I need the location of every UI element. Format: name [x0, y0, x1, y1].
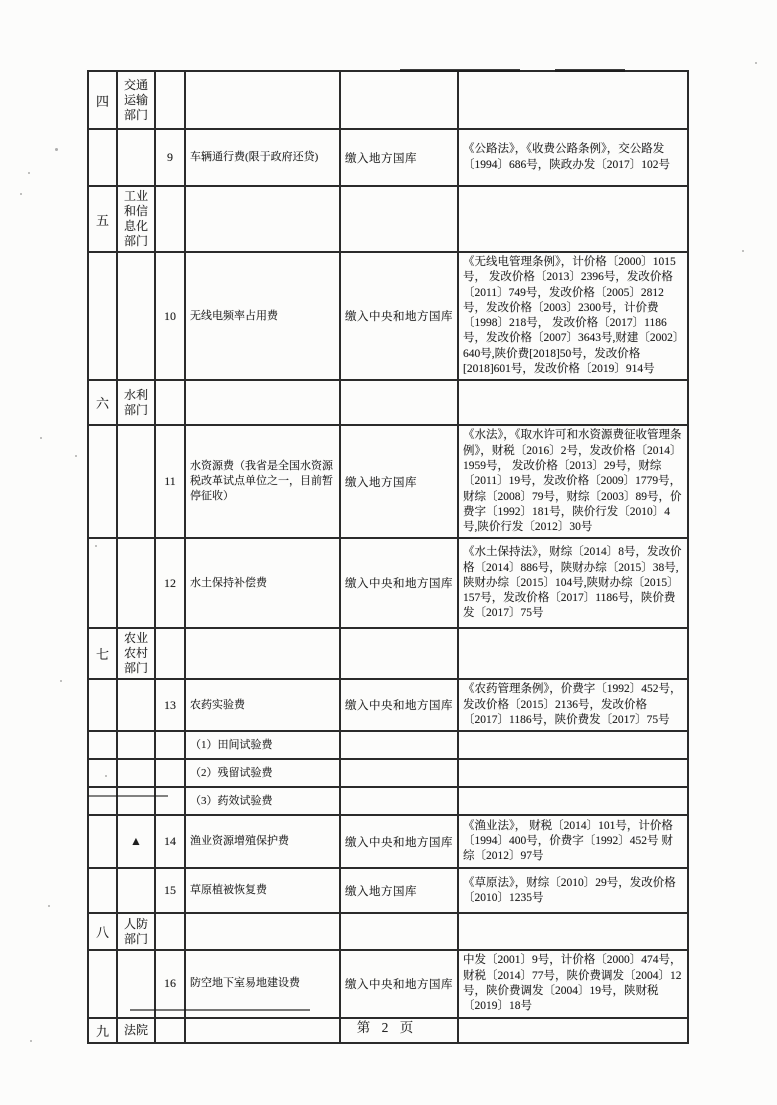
treasury-cell	[340, 628, 458, 679]
legal-basis-cell	[458, 759, 688, 787]
department-cell	[117, 425, 155, 538]
item-no-cell	[155, 913, 185, 950]
treasury-cell	[340, 913, 458, 950]
department-cell: 工业和信息化部门	[117, 186, 155, 252]
legal-basis-cell	[458, 628, 688, 679]
legal-basis-cell: 《渔业法》， 财税〔2014〕101号，计价格〔1994〕400号，价费字〔1992〕452号 财综〔2012〕97号	[458, 815, 688, 868]
item-no-cell	[155, 71, 185, 129]
section-cell: 七	[88, 628, 117, 679]
item-no-cell: 9	[155, 129, 185, 186]
item-no-cell: 15	[155, 868, 185, 913]
table-row	[88, 380, 688, 425]
table-row	[88, 538, 688, 628]
department-cell	[117, 731, 155, 759]
department-cell: 交通运输部门	[117, 71, 155, 129]
section-cell: 四	[88, 71, 117, 129]
table-row	[88, 186, 688, 252]
treasury-cell	[340, 759, 458, 787]
scan-artifact	[555, 69, 625, 72]
section-cell: 九	[88, 1018, 117, 1043]
scan-artifact	[88, 795, 168, 797]
item-no-cell: 14	[155, 815, 185, 868]
fee-table	[87, 70, 689, 1044]
table-row	[88, 71, 688, 129]
scan-speck	[95, 545, 97, 547]
section-cell	[88, 759, 117, 787]
fee-name-cell: 防空地下室易地建设费	[185, 950, 340, 1017]
item-no-cell: 12	[155, 538, 185, 628]
section-cell	[88, 950, 117, 1017]
legal-basis-cell: 《水土保持法》，财综〔2014〕8号，发改价格〔2014〕886号，陕财办综〔2015〕38号,陕财办综〔2015〕104号,陕财办综〔2015〕157号，发改价格〔2017〕1186号，陕价费发〔2017〕75号	[458, 538, 688, 628]
scan-artifact	[130, 1009, 310, 1011]
scan-speck	[755, 62, 757, 64]
table-row	[88, 425, 688, 538]
table-row	[88, 731, 688, 759]
fee-name-cell	[185, 71, 340, 129]
treasury-cell: 缴入中央和地方国库	[340, 950, 458, 1017]
department-cell	[117, 950, 155, 1017]
section-cell	[88, 129, 117, 186]
table-row	[88, 950, 688, 1017]
scan-speck	[105, 775, 107, 777]
legal-basis-cell: 《水法》，《取水许可和水资源费征收管理条例》，财税〔2016〕2号，发改价格〔2014〕1959号， 发改价格〔2013〕29号，财综〔2011〕19号，发改价格〔2009〕1779号，财综〔2008〕79号，财综〔2003〕89号，价费字〔1992〕181号，陕价行发〔2010〕4号,陕价行发〔2012〕30号	[458, 425, 688, 538]
section-cell	[88, 679, 117, 731]
section-cell	[88, 731, 117, 759]
treasury-cell: 缴入中央和地方国库	[340, 538, 458, 628]
table-row	[88, 679, 688, 731]
item-no-cell: 11	[155, 425, 185, 538]
legal-basis-cell	[458, 913, 688, 950]
scan-speck	[28, 172, 30, 174]
item-no-cell	[155, 731, 185, 759]
department-cell	[117, 787, 155, 815]
page-number: 第 2 页	[356, 1020, 418, 1035]
scan-speck	[60, 680, 62, 682]
legal-basis-cell	[458, 731, 688, 759]
section-cell	[88, 815, 117, 868]
table-row	[88, 868, 688, 913]
treasury-cell	[340, 186, 458, 252]
department-cell	[117, 679, 155, 731]
item-no-cell	[155, 759, 185, 787]
treasury-cell	[340, 731, 458, 759]
section-cell	[88, 252, 117, 380]
legal-basis-cell: 《公路法》，《收费公路条例》，交公路发〔1994〕686号，陕政办发〔2017〕102号	[458, 129, 688, 186]
department-cell	[117, 868, 155, 913]
scan-artifact	[400, 69, 520, 72]
legal-basis-cell: 《草原法》，财综〔2010〕29号，发改价格〔2010〕1235号	[458, 868, 688, 913]
department-cell	[117, 252, 155, 380]
legal-basis-cell	[458, 186, 688, 252]
treasury-cell	[340, 787, 458, 815]
fee-name-cell	[185, 628, 340, 679]
legal-basis-cell	[458, 380, 688, 425]
treasury-cell	[340, 380, 458, 425]
scan-speck	[75, 455, 77, 457]
fee-table-body	[88, 71, 688, 1043]
item-no-cell: 13	[155, 679, 185, 731]
treasury-cell: 缴入中央和地方国库	[340, 252, 458, 380]
scan-speck	[40, 437, 42, 439]
fee-name-cell: （3）药效试验费	[185, 787, 340, 815]
department-cell: 水利部门	[117, 380, 155, 425]
fee-name-cell: 水土保持补偿费	[185, 538, 340, 628]
item-no-cell: 16	[155, 950, 185, 1017]
department-cell: ▲	[117, 815, 155, 868]
department-cell: 人防部门	[117, 913, 155, 950]
treasury-cell: 缴入中央和地方国库	[340, 815, 458, 868]
legal-basis-cell	[458, 71, 688, 129]
department-cell: 农业农村部门	[117, 628, 155, 679]
section-cell	[88, 538, 117, 628]
table-row	[88, 787, 688, 815]
treasury-cell: 缴入地方国库	[340, 425, 458, 538]
scan-speck	[55, 148, 58, 151]
department-cell	[117, 129, 155, 186]
section-cell: 六	[88, 380, 117, 425]
fee-name-cell: 农药实验费	[185, 679, 340, 731]
fee-name-cell: （2）残留试验费	[185, 759, 340, 787]
item-no-cell	[155, 787, 185, 815]
fee-name-cell: 水资源费（我省是全国水资源税改革试点单位之一，目前暂停征收）	[185, 425, 340, 538]
treasury-cell: 缴入地方国库	[340, 129, 458, 186]
department-cell	[117, 759, 155, 787]
treasury-cell	[340, 71, 458, 129]
table-row	[88, 815, 688, 868]
fee-name-cell: 渔业资源增殖保护费	[185, 815, 340, 868]
scan-speck	[742, 250, 744, 252]
item-no-cell	[155, 186, 185, 252]
fee-name-cell: 无线电频率占用费	[185, 252, 340, 380]
treasury-cell: 缴入地方国库	[340, 868, 458, 913]
table-row	[88, 913, 688, 950]
section-cell	[88, 425, 117, 538]
section-cell	[88, 787, 117, 815]
fee-name-cell: 车辆通行费(限于政府还贷)	[185, 129, 340, 186]
table-row	[88, 628, 688, 679]
item-no-cell	[155, 380, 185, 425]
table-row	[88, 252, 688, 380]
fee-name-cell	[185, 186, 340, 252]
department-cell: 法院	[117, 1018, 155, 1043]
fee-name-cell	[185, 380, 340, 425]
item-no-cell: 10	[155, 252, 185, 380]
fee-name-cell: （1）田间试验费	[185, 731, 340, 759]
legal-basis-cell: 《农药管理条例》，价费字〔1992〕452号，发改价格〔2015〕2136号，发改价格〔2017〕1186号，陕价费发〔2017〕75号	[458, 679, 688, 731]
treasury-cell: 缴入中央和地方国库	[340, 679, 458, 731]
table-row	[88, 759, 688, 787]
scan-speck	[30, 1040, 32, 1042]
table-row	[88, 129, 688, 186]
section-cell: 五	[88, 186, 117, 252]
fee-name-cell: 草原植被恢复费	[185, 868, 340, 913]
scan-speck	[48, 905, 50, 907]
section-cell: 八	[88, 913, 117, 950]
legal-basis-cell: 中发〔2001〕9号，计价格〔2000〕474号，财税〔2014〕77号，陕价费调发〔2004〕12号，陕价费调发〔2004〕19号，陕财税〔2019〕18号	[458, 950, 688, 1017]
legal-basis-cell	[458, 787, 688, 815]
item-no-cell	[155, 628, 185, 679]
scan-speck	[20, 193, 22, 195]
section-cell	[88, 868, 117, 913]
department-cell	[117, 538, 155, 628]
fee-name-cell	[185, 913, 340, 950]
legal-basis-cell: 《无线电管理条例》，计价格〔2000〕1015号， 发改价格〔2013〕2396号，发改价格〔2011〕749号，发改价格〔2005〕2812号，发改价格〔2003〕2300号，计价费〔1998〕218号， 发改价格〔2017〕1186号，发改价格〔2007〕3643号,财建〔2002〕640号,陕价费[2018]50号，发改价格[2018]601号，发改价格〔2019〕914号	[458, 252, 688, 380]
